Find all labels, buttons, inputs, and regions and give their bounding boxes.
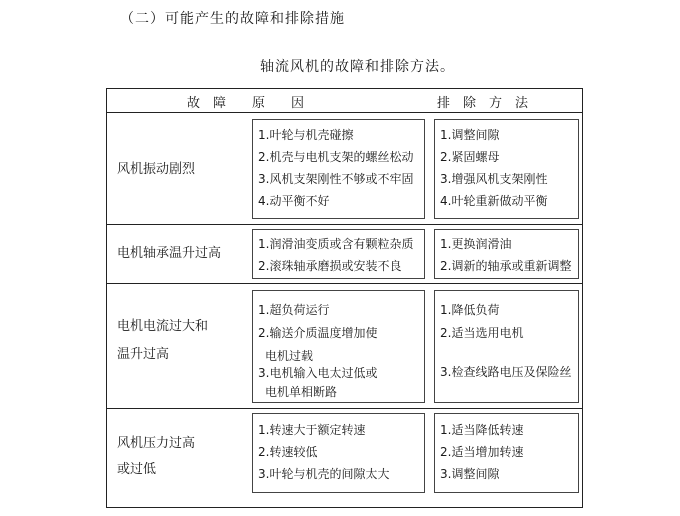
cause-item: 3.叶轮与机壳的间隙太大 (258, 467, 390, 481)
fault-label: 电机轴承温升过高 (117, 246, 222, 261)
remedy-item: 4.叶轮重新做动平衡 (440, 194, 548, 208)
cause-item: 1.润滑油变质或含有颗粒杂质 (258, 237, 414, 251)
table-row-overcurrent (107, 284, 582, 409)
cause-item: 1.超负荷运行 (258, 303, 330, 317)
remedy-cell (434, 413, 579, 493)
cause-cell (252, 290, 425, 403)
table-row-bearing (107, 225, 582, 284)
table-caption: 轴流风机的故障和排除方法。 (260, 59, 455, 75)
remedy-item: 2.适当增加转速 (440, 445, 524, 459)
cause-item: 2.滚珠轴承磨损或安装不良 (258, 259, 402, 273)
table-row-pressure (107, 409, 582, 507)
fault-label: 风机压力过高 (117, 436, 196, 451)
fault-label: 或过低 (117, 462, 157, 477)
table-header (107, 89, 582, 113)
cause-item: 电机过载 (265, 349, 314, 363)
fault-table (106, 88, 583, 508)
cause-cell (252, 229, 425, 279)
remedy-item: 1.适当降低转速 (440, 423, 524, 437)
cause-cell (252, 119, 425, 219)
cause-item: 电机单相断路 (265, 385, 338, 399)
remedy-item: 2.适当选用电机 (440, 326, 524, 340)
section-heading: （二）可能产生的故障和排除措施 (120, 11, 345, 27)
remedy-cell (434, 119, 579, 219)
remedy-item: 1.调整间隙 (440, 128, 500, 142)
remedy-item: 1.更换润滑油 (440, 237, 512, 251)
remedy-item: 3.检查线路电压及保险丝 (440, 365, 572, 379)
remedy-item: 2.紧固螺母 (440, 150, 500, 164)
cause-item: 1.转速大于额定转速 (258, 423, 366, 437)
header-fault-cause: 故 障 原 因 (187, 96, 305, 111)
remedy-item: 2.调新的轴承或重新调整 (440, 259, 572, 273)
cause-item: 2.输送介质温度增加使 (258, 326, 378, 340)
remedy-cell (434, 290, 579, 403)
fault-label: 温升过高 (117, 347, 170, 362)
fault-label: 电机电流过大和 (117, 319, 209, 334)
cause-item: 1.叶轮与机壳碰擦 (258, 128, 354, 142)
header-remedy: 排 除 方 法 (437, 96, 529, 111)
remedy-cell (434, 229, 579, 279)
cause-item: 4.动平衡不好 (258, 194, 330, 208)
fault-label: 风机振动剧烈 (117, 162, 196, 177)
cause-item: 3.电机输入电太过低或 (258, 366, 378, 380)
remedy-item: 3.增强风机支架刚性 (440, 172, 548, 186)
cause-item: 2.转速较低 (258, 445, 318, 459)
table-row-vibration (107, 113, 582, 225)
remedy-item: 3.调整间隙 (440, 467, 500, 481)
cause-cell (252, 413, 425, 493)
cause-item: 3.风机支架刚性不够或不牢固 (258, 172, 414, 186)
cause-item: 2.机壳与电机支架的螺丝松动 (258, 150, 414, 164)
remedy-item: 1.降低负荷 (440, 303, 500, 317)
